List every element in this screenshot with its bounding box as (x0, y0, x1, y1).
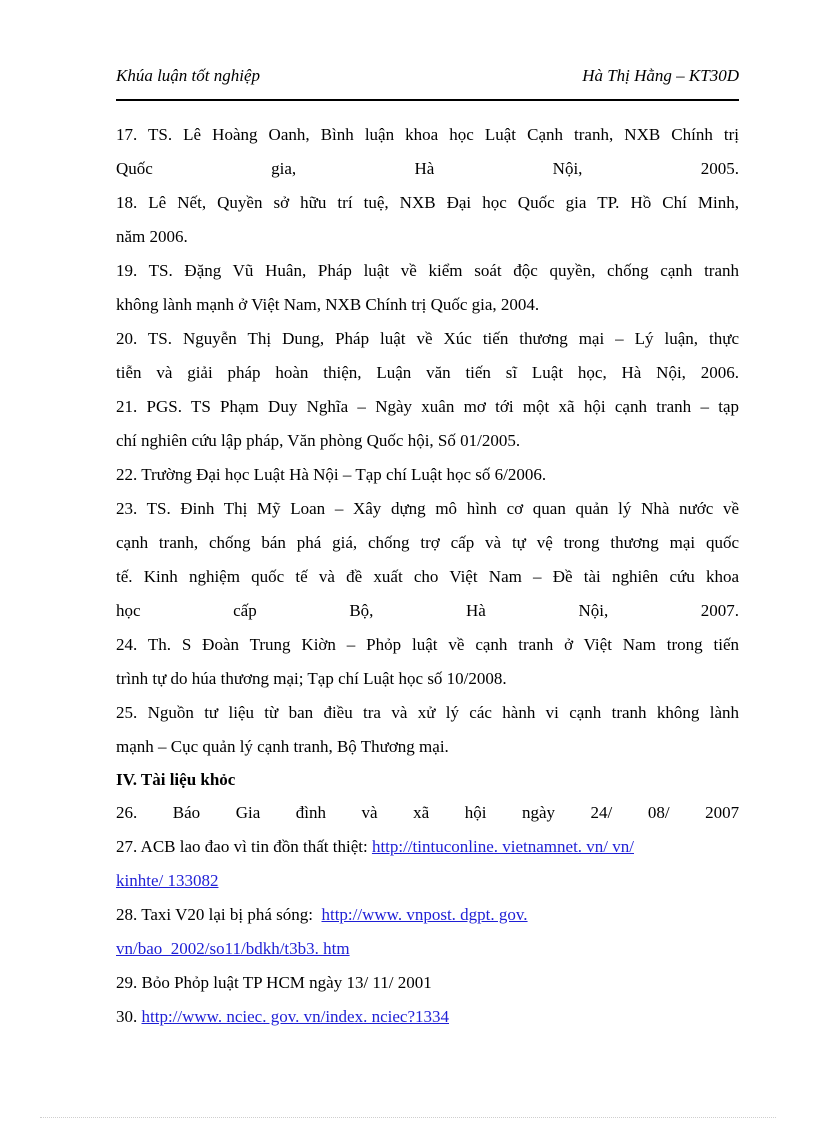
reference-line (116, 932, 739, 966)
reference-line-spread: học cấp Bộ, Hà Nội, 2007. (116, 601, 740, 620)
reference-link[interactable]: http://tintuconline. vietnamnet. vn/ vn/ (371, 837, 634, 856)
reference-line: chí nghiên cứu lập pháp, Văn phòng Quốc hội, Số 01/2005. (116, 431, 521, 450)
reference-line: tế. Kinh nghiệm quốc tế và đề xuất cho Việt Nam – Đề tài nghiên cứu khoa (116, 567, 739, 586)
reference-item-30: 30. http://www. nciec. gov. vn/index. nciec?1334 (116, 1007, 449, 1026)
page-header (116, 66, 739, 92)
reference-item-18 (116, 186, 739, 254)
reference-item-26: 26. Báo Gia đình và xã hội ngày 24/ 08/ 2007 (116, 803, 740, 822)
reference-line: năm 2006. (116, 227, 188, 246)
header-author-label: Hà Thị Hằng – KT30D (582, 66, 739, 85)
reference-line: 19. TS. Đặng Vũ Huân, Pháp luật về kiểm soát độc quyền, chống cạnh tranh (116, 261, 739, 280)
reference-item-29: 29. Bỏo Phỏp luật TP HCM ngày 13/ 11/ 2001 (116, 973, 432, 992)
reference-line: 25. Nguồn tư liệu từ ban điều tra và xử lý các hành vi cạnh tranh không lành (116, 703, 739, 722)
reference-item-25 (116, 696, 739, 764)
reference-line: 17. TS. Lê Hoàng Oanh, Bình luận khoa học Luật Cạnh tranh, NXB Chính trị (116, 125, 739, 144)
reference-line: 22. Trường Đại học Luật Hà Nội – Tạp chí Luật học số 6/2006. (116, 465, 547, 484)
reference-line: 18. Lê Nết, Quyền sở hữu trí tuệ, NXB Đại học Quốc gia TP. Hồ Chí Minh, (116, 193, 739, 212)
footer-divider (40, 1117, 776, 1118)
reference-line (116, 864, 739, 898)
reference-line-spread: Quốc gia, Hà Nội, 2005. (116, 159, 739, 178)
reference-line: cạnh tranh, chống bán phá giá, chống trợ cấp và tự vệ trong thương mại quốc (116, 533, 739, 552)
reference-line: trình tự do húa thương mại; Tạp chí Luật học số 10/2008. (116, 669, 507, 688)
reference-item-21 (116, 390, 739, 458)
reference-link[interactable]: http://www. nciec. gov. vn/index. nciec?1334 (141, 1007, 449, 1026)
reference-item-17 (116, 118, 739, 186)
reference-item-19 (116, 254, 739, 322)
reference-item-24 (116, 628, 739, 696)
reference-line: 21. PGS. TS Phạm Duy Nghĩa – Ngày xuân mơ tới một xã hội cạnh tranh – tạp (116, 397, 739, 416)
section-heading: IV. Tài liệu khỏc (116, 770, 236, 789)
reference-line: tiễn và giải pháp hoàn thiện, Luận văn tiến sĩ Luật học, Hà Nội, 2006. (116, 363, 739, 382)
reference-link[interactable]: http://www. vnpost. dgpt. gov. (321, 905, 528, 924)
reference-line: 23. TS. Đinh Thị Mỹ Loan – Xây dựng mô hình cơ quan quản lý Nhà nước về (116, 499, 739, 518)
reference-link-continued[interactable]: vn/bao_2002/so11/bdkh/t3b3. htm (116, 939, 350, 958)
reference-item-20 (116, 322, 739, 390)
reference-link-continued[interactable]: kinhte/ 133082 (116, 871, 219, 890)
reference-line: mạnh – Cục quản lý cạnh tranh, Bộ Thương mại. (116, 737, 449, 756)
reference-line: 28. Taxi V20 lại bị phá sóng: http://www. vnpost. dgpt. gov. (116, 905, 528, 924)
reference-item-22 (116, 458, 739, 492)
header-thesis-label: Khúa luận tốt nghiệp (116, 66, 261, 85)
reference-item-27 (116, 830, 739, 898)
reference-line: 24. Th. S Đoàn Trung Kiờn – Phỏp luật về cạnh tranh ở Việt Nam trong tiến (116, 635, 739, 654)
reference-line: 27. ACB lao đao vì tin đồn thất thiệt: http://tintuconline. vietnamnet. vn/ vn/ (116, 837, 634, 856)
reference-line: không lành mạnh ở Việt Nam, NXB Chính trị Quốc gia, 2004. (116, 295, 540, 314)
reference-list (116, 118, 739, 1034)
reference-item-23 (116, 492, 739, 628)
header-divider (116, 99, 739, 101)
reference-line: 20. TS. Nguyễn Thị Dung, Pháp luật về Xúc tiến thương mại – Lý luận, thực (116, 329, 739, 348)
reference-item-28 (116, 898, 739, 966)
